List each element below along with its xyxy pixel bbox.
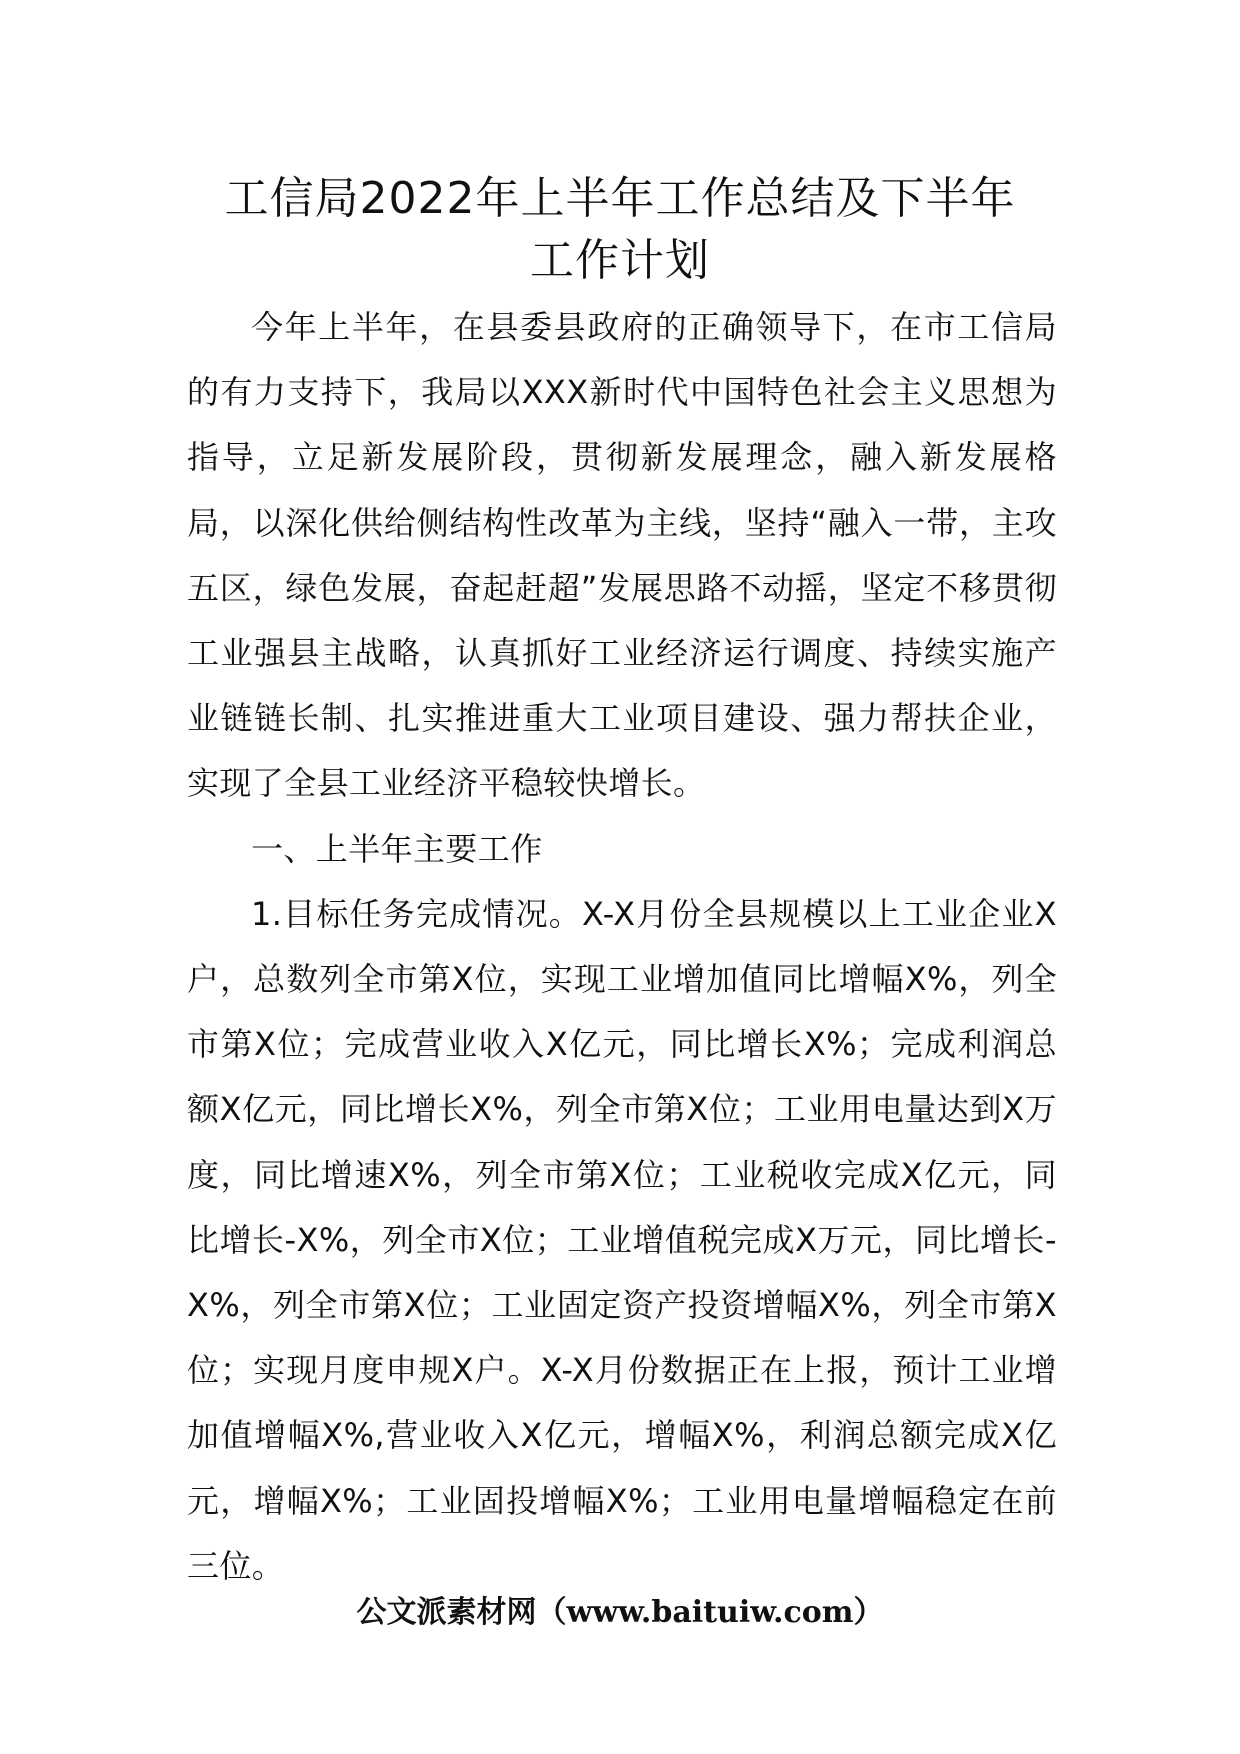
document-body [187,295,1057,1599]
document-title-line-1: 工信局2022年上半年工作总结及下半年 [224,173,1016,224]
document-title-line-2: 工作计划 [530,235,710,286]
document-title [150,168,1090,292]
section-heading: 一、上半年主要工作 [251,829,543,868]
body-paragraph: 1.目标任务完成情况。X-X月份全县规模以上工业企业X户，总数列全市第X位，实现工业增加值同比增幅X%，列全市第X位；完成营业收入X亿元，同比增长X%；完成利润总额X亿元，同比增长X%，列全市第X位；工业用电量达到X万度，同比增速X%，列全市第X位；工业税收完成X亿元，同比增长-X%，列全市X位；工业增值税完成X万元，同比增长-X%，列全市第X位；工业固定资产投资增幅X%，列全市第X位；实现月度申规X户。X-X月份数据正在上报，预计工业增加值增幅X%,营业收入X亿元，增幅X%，利润总额完成X亿元，增幅X%；工业固投增幅X%；工业用电量增幅稳定在前三位。 [187,894,1057,1585]
intro-paragraph: 今年上半年，在县委县政府的正确领导下，在市工信局的有力支持下，我局以XXX新时代中国特色社会主义思想为指导，立足新发展阶段，贯彻新发展理念，融入新发展格局，以深化供给侧结构性改革为主线，坚持“融入一带，主攻五区，绿色发展，奋起赶超”发展思路不动摇，坚定不移贯彻工业强县主战略，认真抓好工业经济运行调度、持续实施产业链链长制、扎实推进重大工业项目建设、强力帮扶企业，实现了全县工业经济平稳较快增长。 [187,308,1057,803]
footer-watermark: 公文派素材网（www.baituiw.com） [356,1595,884,1630]
